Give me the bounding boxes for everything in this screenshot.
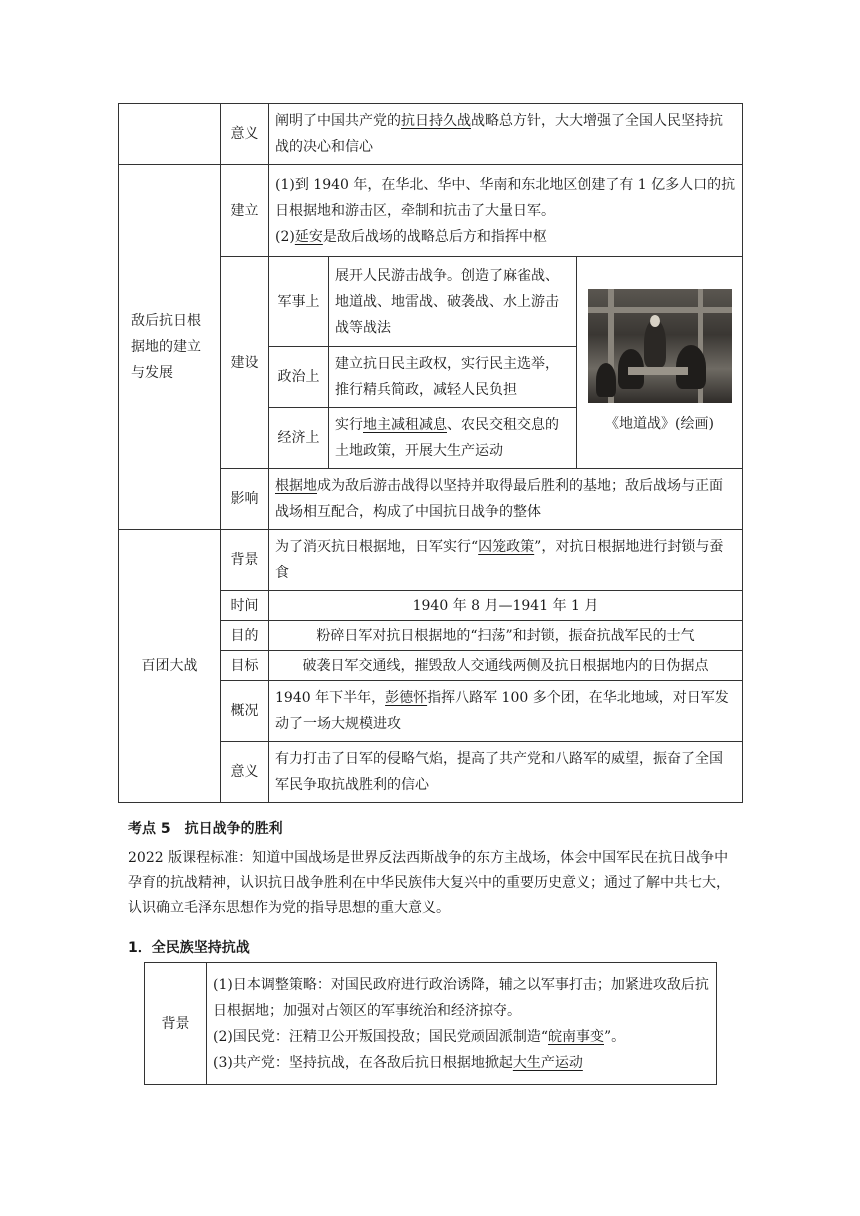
kaodian-title: 考点 5 抗日战争的胜利	[128, 821, 283, 837]
row-label-mudi: 目的	[221, 621, 269, 651]
course-standard: 2022 版课程标准：知道中国战场是世界反法西斯战争的东方主战场，体会中国军民在抗日战争中孕育的抗战精神，认识抗日战争胜利在中华民族伟大复兴中的重要历史意义；通过了解中共七大，认识确立毛泽东思想作为党的指导思想的重大意义。	[128, 850, 730, 916]
row-text-yingxiang: 根据地成为敌后游击战得以坚持并取得最后胜利的基地；敌后战场与正面战场相互配合，构成了中国抗日战争的整体	[269, 469, 743, 530]
image-cell	[577, 257, 743, 469]
row-label-zhengzhi: 政治上	[269, 347, 329, 408]
row-label-mubiao: 目标	[221, 651, 269, 681]
table-row	[119, 104, 743, 165]
row-text-zhengzhi: 建立抗日民主政权，实行民主选举，推行精兵简政，减轻人民负担	[329, 347, 577, 408]
row-text-beijing-2	[207, 963, 717, 1085]
row-label-jianshe: 建设	[221, 257, 269, 469]
row-label-beijing-2: 背景	[145, 963, 207, 1085]
table-row	[145, 963, 717, 1085]
t2-line-3: (3)共产党：坚持抗战，在各敌后抗日根据地掀起大生产运动	[213, 1054, 583, 1071]
t2-line-1: (1)日本调整策略：对国民政府进行政治诱降，辅之以军事打击；加紧进攻敌后抗日根据地；加强对占领区的军事统治和经济掠夺。	[213, 976, 709, 1019]
row-text-mudi: 粉碎日军对抗日根据地的“扫荡”和封锁，振奋抗战军民的士气	[269, 621, 743, 651]
jianli-line-1: (1)到 1940 年，在华北、华中、华南和东北地区创建了有 1 亿多人口的抗日根据地和游击区，牵制和抗击了大量日军。	[275, 176, 736, 219]
row-text-yiyi2: 有力打击了日军的侵略气焰，提高了共产党和八路军的威望，振奋了全国军民争取抗战胜利的信心	[269, 742, 743, 803]
table-2	[144, 962, 717, 1085]
row-label-beijing: 背景	[221, 530, 269, 591]
row-label-gaikuang: 概况	[221, 681, 269, 742]
row-text-junshi: 展开人民游击战争。创造了麻雀战、地道战、地雷战、破袭战、水上游击战等战法	[329, 257, 577, 347]
table-row	[119, 530, 743, 591]
row-label-jianli: 建立	[221, 165, 269, 257]
row-label-shijian: 时间	[221, 591, 269, 621]
row-text-jingji: 实行地主减租减息、农民交租交息的土地政策，开展大生产运动	[329, 408, 577, 469]
row-label-junshi: 军事上	[269, 257, 329, 347]
table-row	[119, 165, 743, 257]
row-label-jingji: 经济上	[269, 408, 329, 469]
table-cell-empty	[119, 104, 221, 165]
section-dihou: 敌后抗日根据地的建立与发展	[119, 165, 221, 530]
row-text-gaikuang: 1940 年下半年，彭德怀指挥八路军 100 多个团，在华北地域，对日军发动了一场大规模进攻	[269, 681, 743, 742]
row-text-jianli	[269, 165, 743, 257]
section-1-title: 1．全民族坚持抗战	[128, 940, 250, 956]
row-text-yiyi: 阐明了中国共产党的抗日持久战战略总方针，大大增强了全国人民坚持抗战的决心和信心	[269, 104, 743, 165]
painting-image	[588, 289, 732, 403]
table-1	[118, 103, 743, 803]
row-text-shijian: 1940 年 8 月—1941 年 1 月	[269, 591, 743, 621]
section-baituan: 百团大战	[119, 530, 221, 803]
row-label-yiyi: 意义	[221, 104, 269, 165]
row-text-beijing: 为了消灭抗日根据地，日军实行“囚笼政策”，对抗日根据地进行封锁与蚕食	[269, 530, 743, 591]
row-text-mubiao: 破袭日军交通线，摧毁敌人交通线两侧及抗日根据地内的日伪据点	[269, 651, 743, 681]
t2-line-2: (2)国民党：汪精卫公开叛国投敌；国民党顽固派制造“皖南事变”。	[213, 1028, 626, 1045]
row-label-yingxiang: 影响	[221, 469, 269, 530]
image-caption: 《地道战》(绘画)	[605, 415, 714, 432]
jianli-line-2: (2)延安是敌后战场的战略总后方和指挥中枢	[275, 228, 547, 245]
row-label-yiyi2: 意义	[221, 742, 269, 803]
